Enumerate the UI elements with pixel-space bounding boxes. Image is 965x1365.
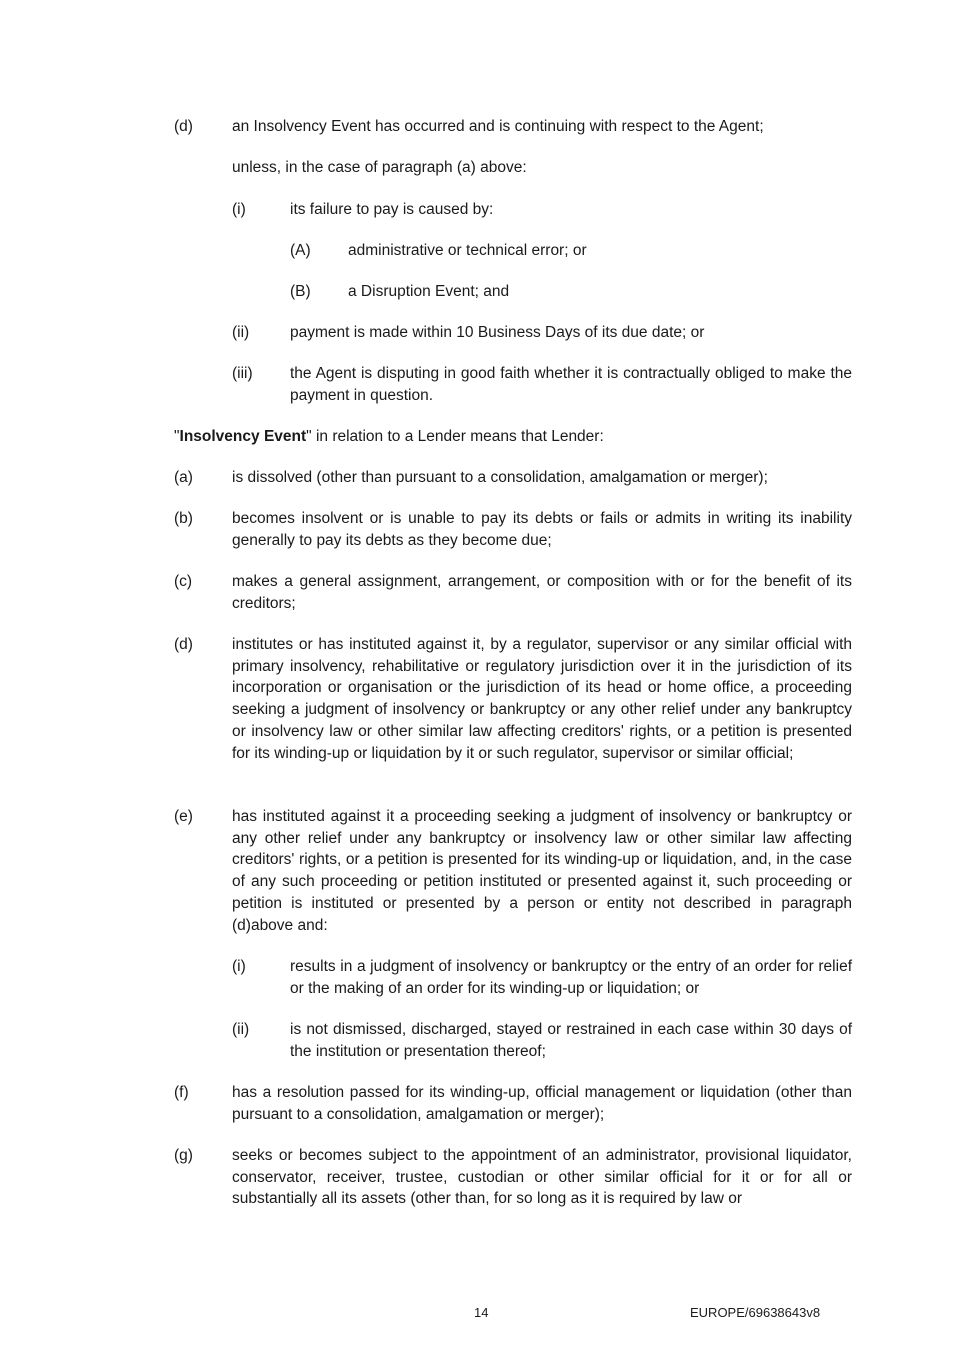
page-number: 14	[474, 1305, 489, 1320]
clause-label: (f)	[174, 1084, 189, 1101]
clause-text: the Agent is disputing in good faith whether it is contractually obliged to make the payment in question.	[290, 365, 852, 404]
clause-label: (A)	[290, 242, 311, 259]
definition-intro: " in relation to a Lender means that Lender:	[306, 428, 604, 445]
clause-label: (ii)	[232, 1021, 250, 1038]
clause-text: has a resolution passed for its winding-up, official management or liquidation (other than pursuant to a consolidation, amalgamation or merger);	[232, 1084, 852, 1123]
clause-text: becomes insolvent or is unable to pay its debts or fails or admits in writing its inability generally to pay its debts as they become due;	[232, 510, 852, 549]
clause-label: (i)	[232, 201, 246, 218]
clause-text: seeks or becomes subject to the appointment of an administrator, provisional liquidator, conservator, receiver, trustee, custodian or other similar official for it or for all or substantially all its assets (other than, for so long as it is required by law or	[232, 1147, 852, 1208]
clause-text: its failure to pay is caused by:	[290, 201, 494, 218]
clause-label: (B)	[290, 283, 311, 300]
clause-label: (e)	[174, 808, 193, 825]
clause-text: payment is made within 10 Business Days of its due date; or	[290, 324, 705, 341]
clause-label: (d)	[174, 118, 193, 135]
clause-text: has instituted against it a proceeding seeking a judgment of insolvency or bankruptcy or any other relief under any bankruptcy or insolvency law or other similar law affecting creditors' rights, or a petition is presented for its winding-up or liquidation, and, in the case of any such proceeding or petition instituted or presented against it, such proceeding or petition is instituted or presented by a person or entity not described in paragraph (d)above and:	[232, 808, 852, 934]
clause-text: an Insolvency Event has occurred and is continuing with respect to the Agent;	[232, 118, 764, 135]
clause-text: makes a general assignment, arrangement, or composition with or for the benefit of its creditors;	[232, 573, 852, 612]
clause-label: (ii)	[232, 324, 250, 341]
clause-label: (c)	[174, 573, 193, 590]
clause-label: (iii)	[232, 365, 253, 382]
unless-paragraph: unless, in the case of paragraph (a) above:	[232, 159, 527, 176]
definition-heading	[174, 426, 852, 448]
clause-label: (g)	[174, 1147, 193, 1164]
document-reference: EUROPE/69638643v8	[690, 1305, 821, 1320]
clause-text: is dissolved (other than pursuant to a consolidation, amalgamation or merger);	[232, 469, 768, 486]
quote-open: "	[174, 428, 180, 445]
clause-label: (b)	[174, 510, 193, 527]
clause-label: (i)	[232, 958, 246, 975]
clause-text: institutes or has instituted against it, by a regulator, supervisor or any similar official with primary insolvency, rehabilitative or regulatory jurisdiction over it in the jurisdiction of its incorporation or organisation or the jurisdiction of its head or home office, a proceeding seeking a judgment of insolvency or bankruptcy or any other relief under any bankruptcy or insolvency law or other similar law affecting creditors' rights, or a petition is presented for its winding-up or liquidation by it or such regulator, supervisor or similar official;	[232, 636, 852, 762]
defined-term: Insolvency Event	[179, 428, 307, 445]
clause-label: (d)	[174, 636, 193, 653]
clause-text: a Disruption Event; and	[348, 283, 510, 300]
clause-text: results in a judgment of insolvency or bankruptcy or the entry of an order for relief or the making of an order for its winding-up or liquidation; or	[290, 958, 852, 997]
clause-label: (a)	[174, 469, 193, 486]
clause-text: administrative or technical error; or	[348, 242, 587, 259]
clause-text: is not dismissed, discharged, stayed or restrained in each case within 30 days of the institution or presentation thereof;	[290, 1021, 852, 1060]
